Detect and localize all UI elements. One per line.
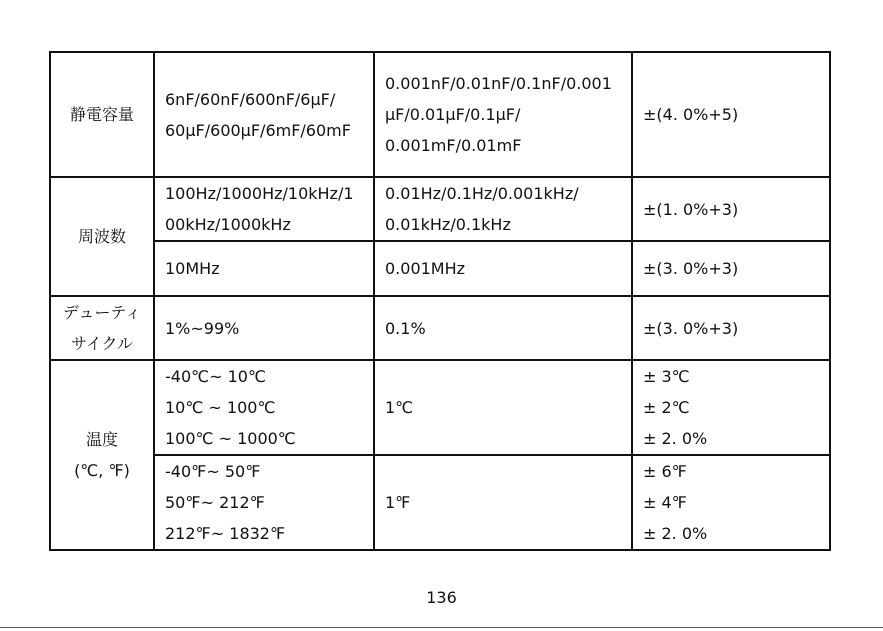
temperature-fahrenheit-accuracy: ± 6℉ ± 4℉ ± 2. 0% <box>632 455 830 550</box>
duty-cycle-range: 1%~99% <box>154 296 374 360</box>
table-row-capacitance <box>50 52 830 177</box>
duty-cycle-resolution: 0.1% <box>374 296 632 360</box>
duty-cycle-label: デューティ サイクル <box>50 296 154 360</box>
frequency-accuracy: ±(3. 0%+3) <box>632 241 830 296</box>
table-row-temperature-fahrenheit <box>50 455 830 550</box>
frequency-resolution: 0.01Hz/0.1Hz/0.001kHz/ 0.01kHz/0.1kHz <box>374 177 632 241</box>
temperature-fahrenheit-resolution: 1℉ <box>374 455 632 550</box>
page-number: 136 <box>426 588 457 607</box>
duty-cycle-accuracy: ±(3. 0%+3) <box>632 296 830 360</box>
capacitance-accuracy: ±(4. 0%+5) <box>632 52 830 177</box>
frequency-resolution: 0.001MHz <box>374 241 632 296</box>
temperature-fahrenheit-range: -40℉~ 50℉ 50℉~ 212℉ 212℉~ 1832℉ <box>154 455 374 550</box>
bottom-divider <box>0 627 883 628</box>
temperature-celsius-accuracy: ± 3℃ ± 2℃ ± 2. 0% <box>632 360 830 455</box>
table-row-frequency <box>50 177 830 241</box>
frequency-accuracy: ±(1. 0%+3) <box>632 177 830 241</box>
capacitance-range: 6nF/60nF/600nF/6μF/ 60μF/600μF/6mF/60mF <box>154 52 374 177</box>
frequency-label: 周波数 <box>50 177 154 296</box>
spec-table <box>49 51 831 551</box>
capacitance-label: 静電容量 <box>50 52 154 177</box>
temperature-celsius-resolution: 1℃ <box>374 360 632 455</box>
table-row-temperature-celsius <box>50 360 830 455</box>
capacitance-resolution: 0.001nF/0.01nF/0.1nF/0.001 μF/0.01μF/0.1μF/ 0.001mF/0.01mF <box>374 52 632 177</box>
table-row-frequency <box>50 241 830 296</box>
table-row-duty-cycle <box>50 296 830 360</box>
temperature-label: 温度 (℃, ℉) <box>50 360 154 550</box>
frequency-range: 100Hz/1000Hz/10kHz/1 00kHz/1000kHz <box>154 177 374 241</box>
temperature-celsius-range: -40℃~ 10℃ 10℃ ~ 100℃ 100℃ ~ 1000℃ <box>154 360 374 455</box>
frequency-range: 10MHz <box>154 241 374 296</box>
